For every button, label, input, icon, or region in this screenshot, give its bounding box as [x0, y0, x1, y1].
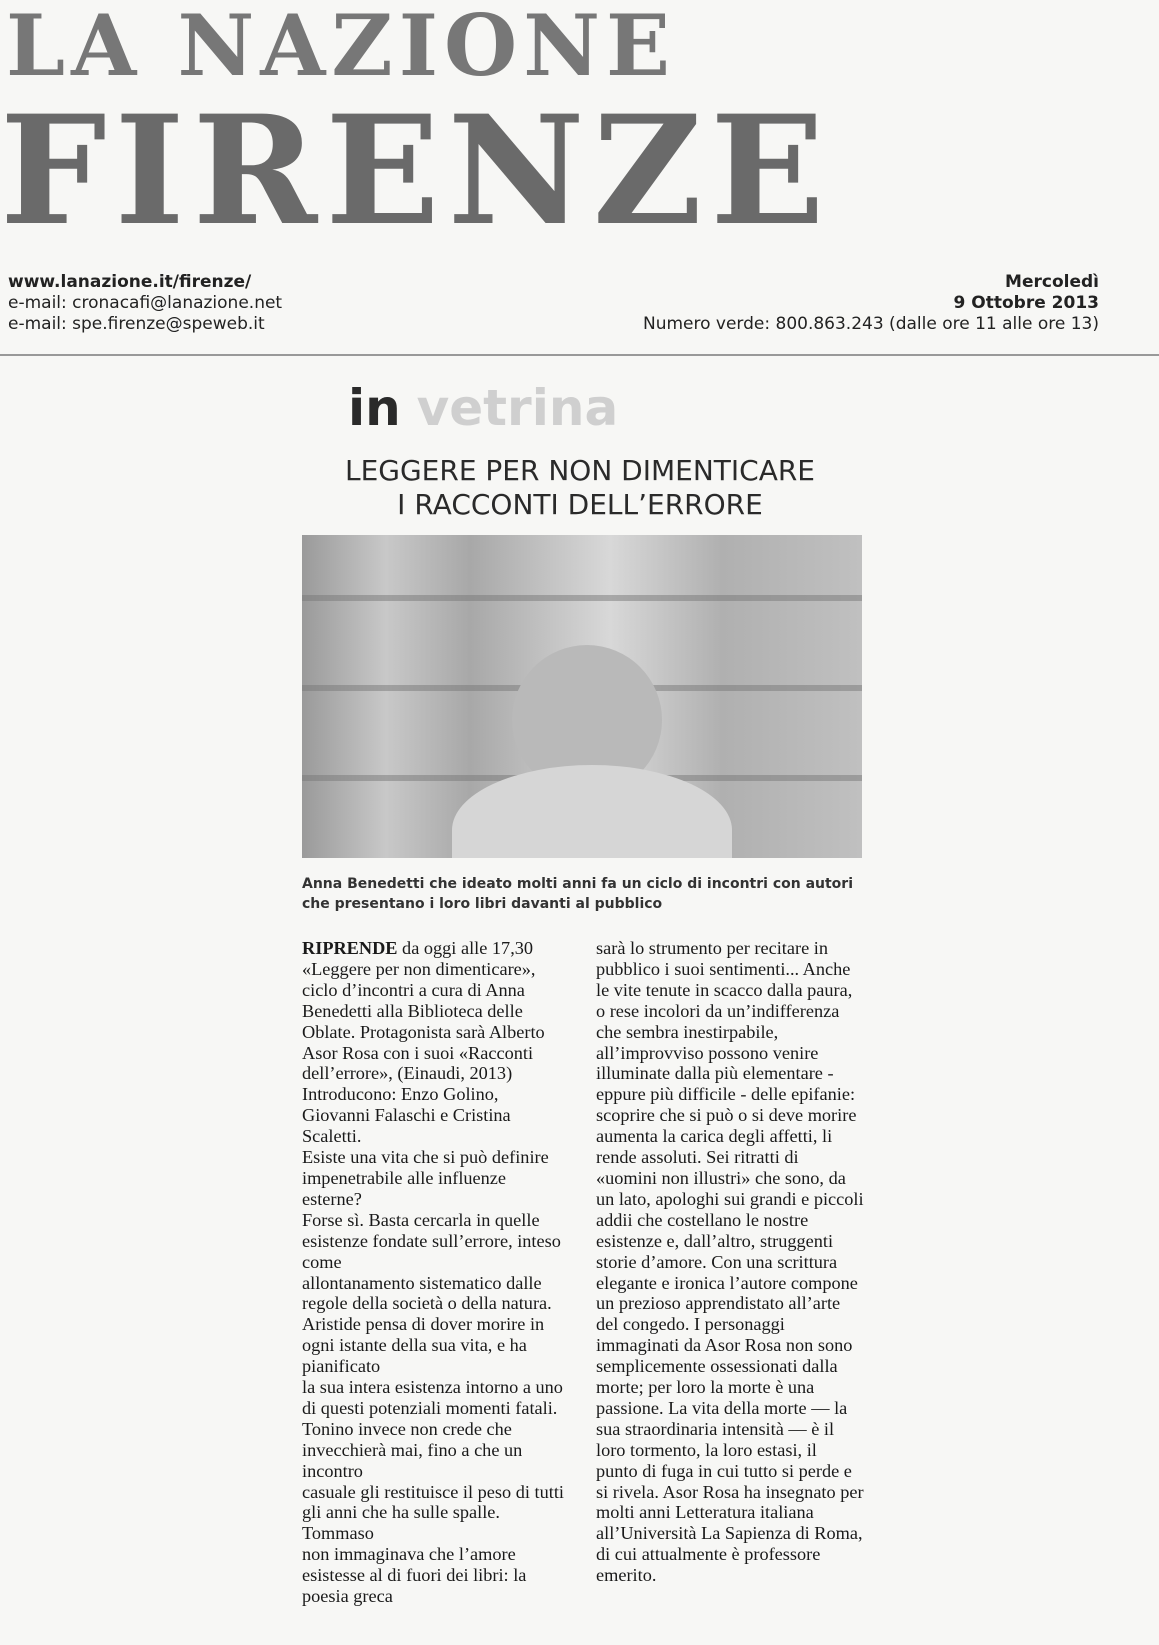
- headline-line-2: I RACCONTI DELL’ERRORE: [397, 488, 763, 521]
- paragraph: Tonino invece non crede che invecchierà mai, fino a che un incontro: [302, 1418, 523, 1481]
- weekday: Mercoledì: [1005, 272, 1099, 292]
- article-photo: [302, 535, 862, 858]
- issue-date: 9 Ottobre 2013: [953, 293, 1099, 313]
- lead-word: RIPRENDE: [302, 938, 398, 958]
- paragraph: [302, 938, 570, 1147]
- paragraph: Esiste una vita che si può definire impenetrabile alle influenze esterne?: [302, 1147, 549, 1209]
- article-column-1: [302, 938, 570, 1607]
- section-rubric: [348, 380, 618, 436]
- article-column-2: [596, 938, 864, 1586]
- paragraph: sarà lo strumento per recitare in pubblico i suoi sentimenti... Anche le vite tenute in scacco dalla paura, o rese incolori da un’indifferenza che sembra inestirpabile, all’improvviso possono venire illuminate dalla più elementare - eppure più difficile - delle epifanie: scoprire che si può o si deve morire aumenta la carica degli affetti, li rende assoluti. Sei ritratti di «uomini non illustri» che sono, da un lato, apologhi sui grandi e piccoli addii che costellano le nostre esistenze e, dall’altro, struggenti storie d’amore. Con una scrittura elegante e ironica l’autore compone un prezioso apprendistato all’arte del congedo. I personaggi immaginati da Asor Rosa non sono semplicemente ossessionati dalla morte; per loro la morte è una passione. La vita della morte — la sua straordinaria intensità — è il loro tormento, la loro estasi, il: [596, 938, 864, 1460]
- masthead-title: LA NAZIONE: [6, 0, 677, 95]
- contact-block: [8, 272, 408, 335]
- phone-number: Numero verde: 800.863.243 (dalle ore 11 alle ore 13): [642, 314, 1099, 334]
- paragraph: la sua intera esistenza intorno a uno di questi potenziali momenti fatali.: [302, 1377, 563, 1418]
- paragraph: punto di fuga in cui tutto si perde e si rivela. Asor Rosa ha insegnato per molti anni Letteratura italiana all’Università La Sapienza di Roma, di cui attualmente è professore emerito.: [596, 1460, 864, 1586]
- email-line-1: e-mail: cronacafi@lanazione.net: [8, 293, 283, 313]
- paragraph: Forse sì. Basta cercarla in quelle esistenze fondate sull’errore, inteso come: [302, 1209, 561, 1272]
- photo-caption: Anna Benedetti che ideato molti anni fa un ciclo di incontri con autori che presentano i loro libri davanti al pubblico: [302, 876, 854, 912]
- dateline: [579, 272, 1099, 335]
- paragraph: allontanamento sistematico dalle regole della società o della natura. Aristide pensa di dover morire in ogni istante della sua vita, e ha pianificato: [302, 1272, 552, 1377]
- paragraph: non immaginava che l’amore esistesse al di fuori dei libri: la poesia greca: [302, 1544, 527, 1607]
- header-rule: [0, 354, 1159, 356]
- paragraph-text: da oggi alle 17,30 «Leggere per non dimenticare», ciclo d’incontri a cura di Anna Benedetti alla Biblioteca delle Oblate. Protagonista sarà Alberto Asor Rosa con i suoi «Racconti dell’errore», (Einaudi, 2013) Introducono: Enzo Golino, Giovanni Falaschi e Cristina Scaletti.: [302, 938, 545, 1147]
- headline-line-1: LEGGERE PER NON DIMENTICARE: [344, 454, 815, 487]
- masthead-city: FIRENZE: [0, 83, 833, 259]
- rubric-vetrina: vetrina: [416, 379, 619, 437]
- article-headline: [290, 454, 870, 522]
- website-link[interactable]: www.lanazione.it/firenze/: [8, 272, 252, 292]
- rubric-in: in: [348, 379, 401, 437]
- email-line-2: e-mail: spe.firenze@speweb.it: [8, 314, 265, 334]
- bookshelf: [302, 595, 862, 601]
- paragraph: casuale gli restituisce il peso di tutti gli anni che ha sulle spalle. Tommaso: [302, 1481, 564, 1544]
